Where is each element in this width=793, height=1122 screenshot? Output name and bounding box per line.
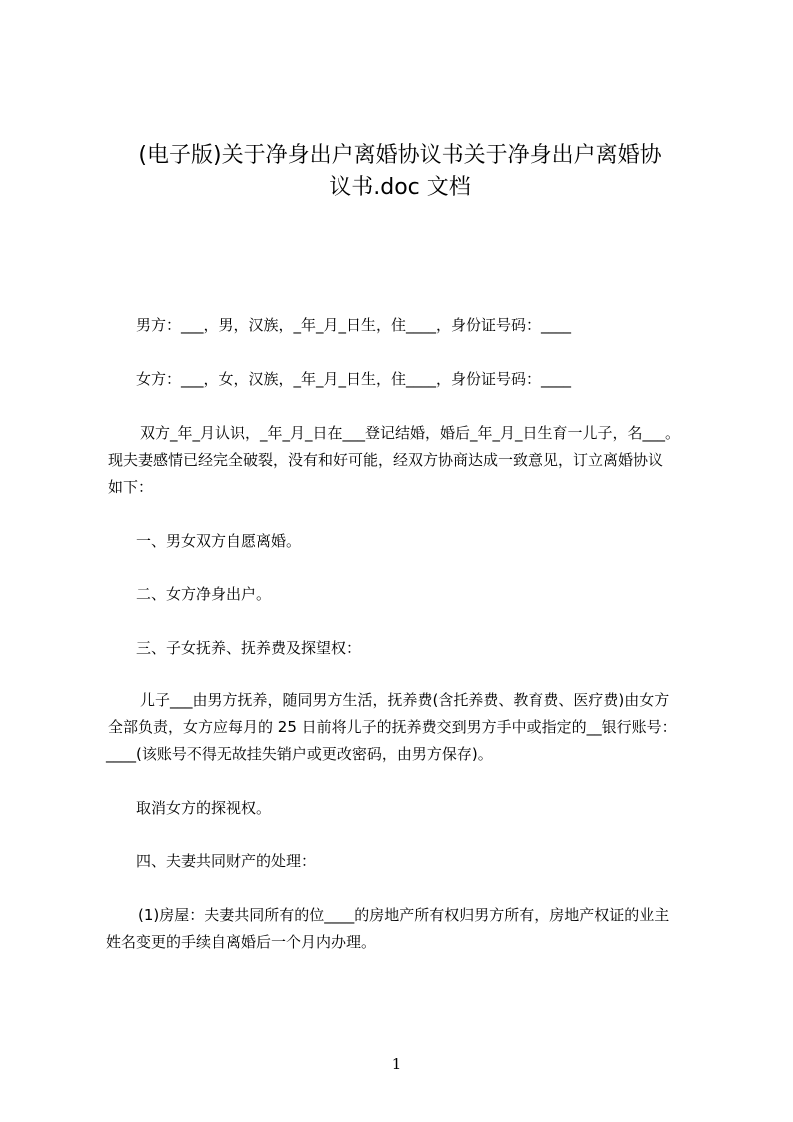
paragraph-line: 双方_年_月认识，_年_月_日在___登记结婚，婚后_年_月_日生育一儿子，名___。 xyxy=(140,424,681,442)
clause-4 xyxy=(106,848,706,875)
clause-2 xyxy=(106,581,706,608)
paragraph-male-party xyxy=(106,312,706,339)
clause-1 xyxy=(106,528,706,555)
paragraph-line: 儿子___由男方抚养，随同男方生活，抚养费(含托养费、教育费、医疗费)由女方 xyxy=(140,691,670,709)
paragraph-line: 女方：___，女，汉族，_年_月_日生，住____，身份证号码：____ xyxy=(136,370,572,388)
paragraph-line: 四、夫妻共同财产的处理： xyxy=(136,852,317,870)
document-title xyxy=(100,140,700,204)
clause-3 xyxy=(106,635,706,662)
paragraph-line: 全部负责，女方应每月的 25 日前将儿子的抚养费交到男方手中或指定的__银行账号： xyxy=(108,718,677,736)
paragraph-house xyxy=(106,902,706,956)
paragraph-female-party xyxy=(106,366,706,393)
paragraph-line: 取消女方的探视权。 xyxy=(136,799,272,817)
paragraph-line: 一、男女双方自愿离婚。 xyxy=(136,532,302,550)
paragraph-line: 姓名变更的手续自离婚后一个月内办理。 xyxy=(106,933,377,951)
paragraph-line: ____(该账号不得无故挂失销户或更改密码，由男方保存)。 xyxy=(106,745,493,763)
paragraph-line: 现夫妻感情已经完全破裂，没有和好可能，经双方协商达成一致意见，订立离婚协议 xyxy=(108,451,664,469)
paragraph-line: 三、子女抚养、抚养费及探望权： xyxy=(136,639,362,657)
paragraph-visitation xyxy=(106,795,706,822)
paragraph-line: (1)房屋：夫妻共同所有的位____的房地产所有权归男方所有，房地产权证的业主 xyxy=(138,906,670,924)
paragraph-line: 男方：___，男，汉族，_年_月_日生，住____，身份证号码：____ xyxy=(136,316,572,334)
title-line-1: (电子版)关于净身出户离婚协议书关于净身出户离婚协 xyxy=(138,143,662,168)
paragraph-background xyxy=(106,420,706,501)
title-line-2: 议书.doc 文档 xyxy=(329,175,471,200)
paragraph-line: 二、女方净身出户。 xyxy=(136,585,272,603)
paragraph-child-support xyxy=(106,687,706,768)
paragraph-line: 如下： xyxy=(108,478,154,496)
page-number: 1 xyxy=(391,1055,402,1073)
